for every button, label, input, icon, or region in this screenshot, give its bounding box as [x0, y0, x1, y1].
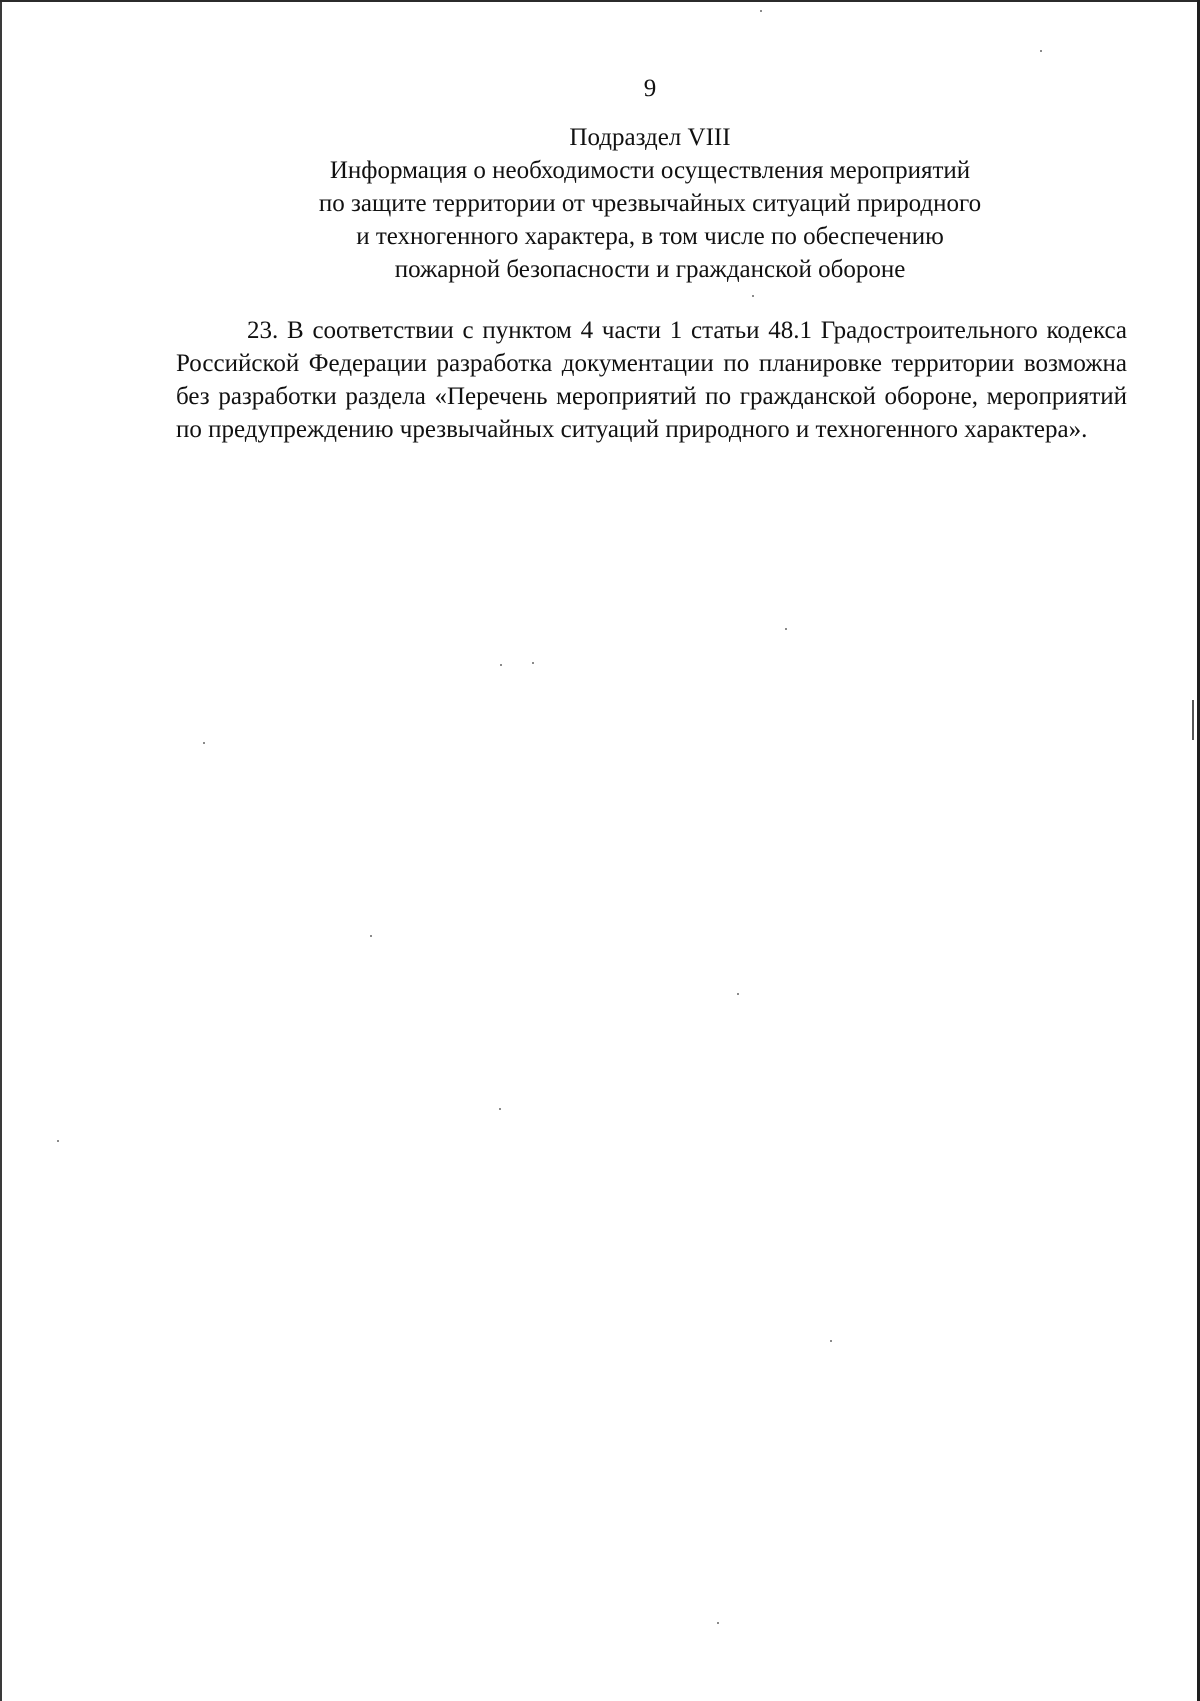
scan-speck [1040, 50, 1042, 52]
scan-border-mark [1192, 700, 1194, 740]
subsection-title: Подраздел VIII [569, 124, 731, 151]
scan-speck [57, 1140, 59, 1142]
document-body [176, 314, 1127, 446]
scan-speck [785, 628, 787, 630]
scan-speck [500, 664, 502, 666]
scan-speck [499, 1108, 501, 1110]
scan-speck [717, 1622, 719, 1624]
scan-speck [532, 662, 534, 664]
page-number: 9 [643, 75, 657, 102]
scan-speck [370, 935, 372, 937]
scan-border-left [0, 0, 2, 1701]
scan-border-top [0, 0, 1200, 2]
scan-speck [752, 295, 754, 297]
heading-line: пожарной безопасности и гражданской обороне [394, 256, 906, 283]
section-heading [250, 121, 1050, 286]
scan-speck [203, 742, 205, 744]
paragraph-23: 23. В соответствии с пунктом 4 части 1 статьи 48.1 Градостроительного кодекса Российской Федерации разработка документации по планировке территории возможна без разработки раздела «Перечень мероприятий по гражданской обороне, мероприятий по предупреждению чрезвычайных ситуаций природного и техногенного характера». [176, 317, 1127, 443]
heading-line: и техногенного характера, в том числе по обеспечению [356, 223, 944, 250]
scan-speck [760, 10, 762, 12]
scan-speck [737, 993, 739, 995]
heading-line: по защите территории от чрезвычайных ситуаций природного [318, 190, 982, 217]
heading-line: Информация о необходимости осуществления мероприятий [329, 157, 971, 184]
scan-speck [830, 1340, 832, 1342]
